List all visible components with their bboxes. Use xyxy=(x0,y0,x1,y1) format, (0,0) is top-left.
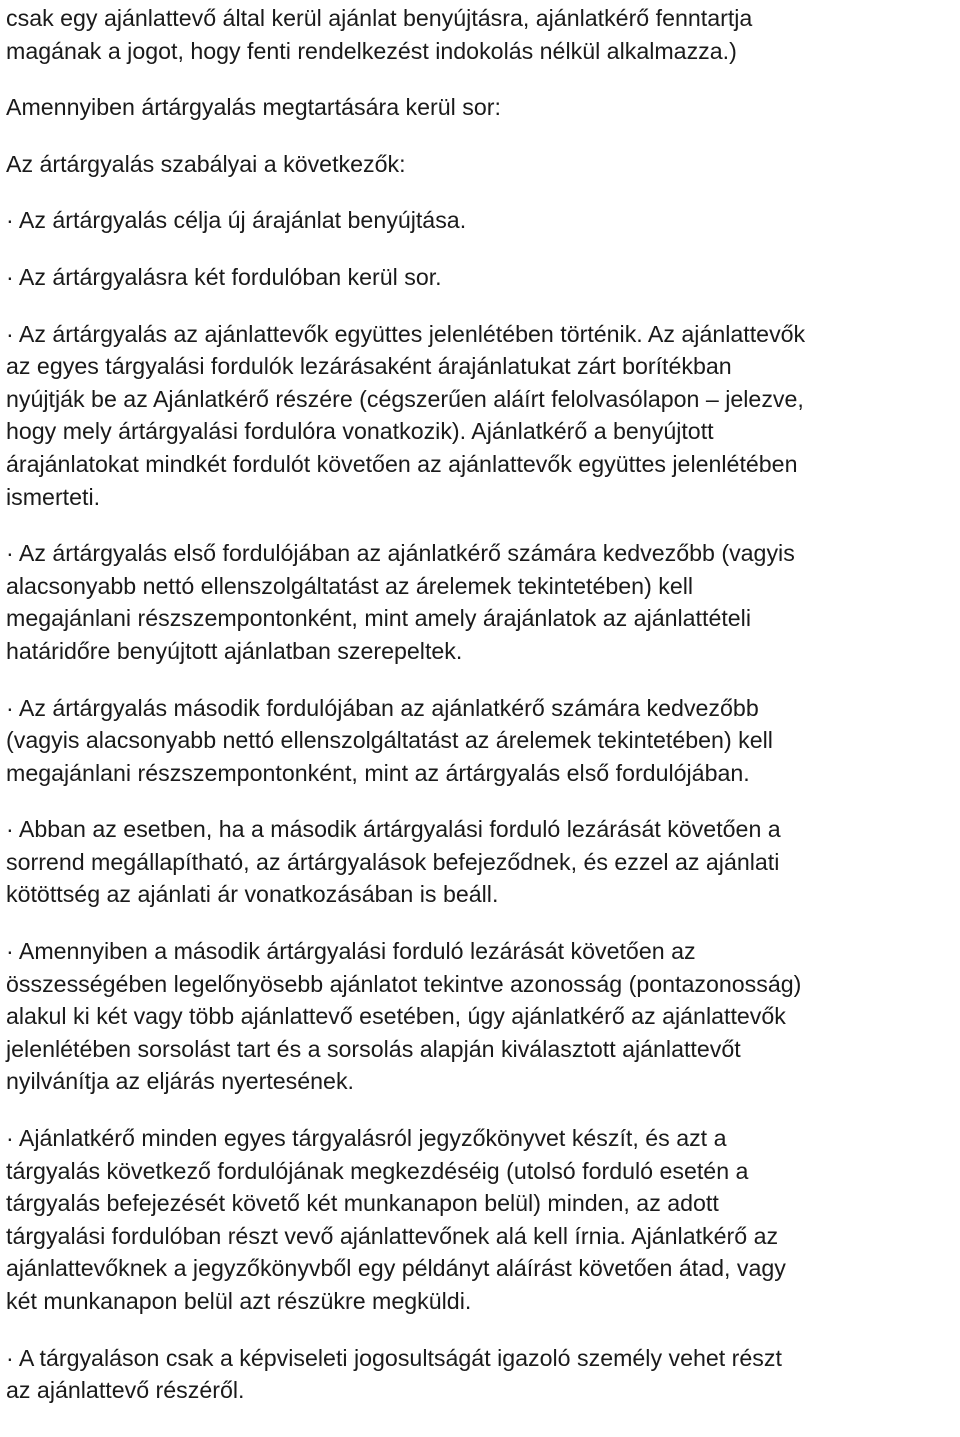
text-line: az ajánlattevő részéről. xyxy=(6,1377,245,1404)
text-line: · Amennyiben a második ártárgyalási forduló lezárását követően az xyxy=(6,938,696,965)
paragraph-rule-rounds xyxy=(6,261,956,294)
text-line: alakul ki két vagy több ajánlattevő esetében, úgy ajánlatkérő az ajánlattevők xyxy=(6,1003,786,1030)
paragraph-rule-minutes xyxy=(6,1122,956,1318)
text-line: · Ajánlatkérő minden egyes tárgyalásról jegyzőkönyvet készít, és azt a xyxy=(6,1125,727,1152)
text-line: jelenlétében sorsolást tart és a sorsolás alapján kiválasztott ajánlattevőt xyxy=(6,1035,741,1062)
text-line: megajánlani részszempontonként, mint amely árajánlatok az ajánlattételi xyxy=(6,605,751,632)
paragraph-intro xyxy=(6,2,956,67)
text-line: határidőre benyújtott ajánlatban szerepeltek. xyxy=(6,637,463,664)
text-line: alacsonyabb nettó ellenszolgáltatást az árelemek tekintetében) kell xyxy=(6,572,694,599)
text-line: nyilvánítja az eljárás nyertesének. xyxy=(6,1068,354,1095)
paragraph-rule-purpose xyxy=(6,204,956,237)
text-line: Amennyiben ártárgyalás megtartására kerül sor: xyxy=(6,94,501,121)
text-line: az egyes tárgyalási fordulók lezárásaként árajánlatukat zárt borítékban xyxy=(6,353,732,380)
text-line: nyújtják be az Ajánlatkérő részére (cégszerűen aláírt felolvasólapon – jelezve, xyxy=(6,385,804,412)
text-line: (vagyis alacsonyabb nettó ellenszolgáltatást az árelemek tekintetében) kell xyxy=(6,727,773,754)
text-line: árajánlatokat mindkét fordulót követően az ajánlattevők együttes jelenlétében xyxy=(6,450,798,477)
text-line: · Az ártárgyalás az ajánlattevők együttes jelenlétében történik. Az ajánlattevők xyxy=(6,320,806,347)
text-line: · A tárgyaláson csak a képviseleti jogosultságát igazoló személy vehet részt xyxy=(6,1344,782,1371)
text-line: tárgyalási fordulóban részt vevő ajánlattevőnek alá kell írnia. Ajánlatkérő az xyxy=(6,1222,779,1249)
text-line: tárgyalás befejezését követő két munkanapon belül) minden, az adott xyxy=(6,1190,719,1217)
text-line: · Az ártárgyalás célja új árajánlat benyújtása. xyxy=(6,207,467,234)
text-line: kötöttség az ajánlati ár vonatkozásában is beáll. xyxy=(6,881,499,908)
text-line: · Az ártárgyalás második fordulójában az ajánlatkérő számára kedvezőbb xyxy=(6,694,759,721)
paragraph-rule-representation xyxy=(6,1342,956,1407)
text-line: ismerteti. xyxy=(6,483,101,510)
paragraph-rules-heading xyxy=(6,148,956,181)
text-line: Az ártárgyalás szabályai a következők: xyxy=(6,150,406,177)
text-line: megajánlani részszempontonként, mint az ártárgyalás első fordulójában. xyxy=(6,759,750,786)
paragraph-rule-tie xyxy=(6,935,956,1098)
paragraph-condition xyxy=(6,91,956,124)
paragraph-rule-first-round xyxy=(6,537,956,667)
text-line: magának a jogot, hogy fenti rendelkezést indokolás nélkül alkalmazza.) xyxy=(6,37,737,64)
text-line: két munkanapon belül azt részükre megküldi. xyxy=(6,1288,472,1314)
document-page xyxy=(6,2,956,1431)
paragraph-rule-second-round xyxy=(6,692,956,790)
paragraph-rule-completion xyxy=(6,813,956,911)
paragraph-rule-presence xyxy=(6,318,956,514)
text-line: ajánlattevőknek a jegyzőkönyvből egy példányt aláírást követően átad, vagy xyxy=(6,1255,786,1282)
text-line: hogy mely ártárgyalási fordulóra vonatkozik). Ajánlatkérő a benyújtott xyxy=(6,418,714,445)
text-line: · Az ártárgyalás első fordulójában az ajánlatkérő számára kedvezőbb (vagyis xyxy=(6,540,795,567)
text-line: sorrend megállapítható, az ártárgyalások befejeződnek, és ezzel az ajánlati xyxy=(6,848,780,875)
text-line: · Az ártárgyalásra két fordulóban kerül sor. xyxy=(6,263,442,290)
text-line: csak egy ajánlattevő által kerül ajánlat benyújtásra, ajánlatkérő fenntartja xyxy=(6,5,753,31)
text-line: tárgyalás következő fordulójának megkezdéséig (utolsó forduló esetén a xyxy=(6,1157,749,1184)
text-line: · Abban az esetben, ha a második ártárgyalási forduló lezárását követően a xyxy=(6,816,781,843)
text-line: összességében legelőnyösebb ajánlatot tekintve azonosság (pontazonosság) xyxy=(6,970,802,997)
